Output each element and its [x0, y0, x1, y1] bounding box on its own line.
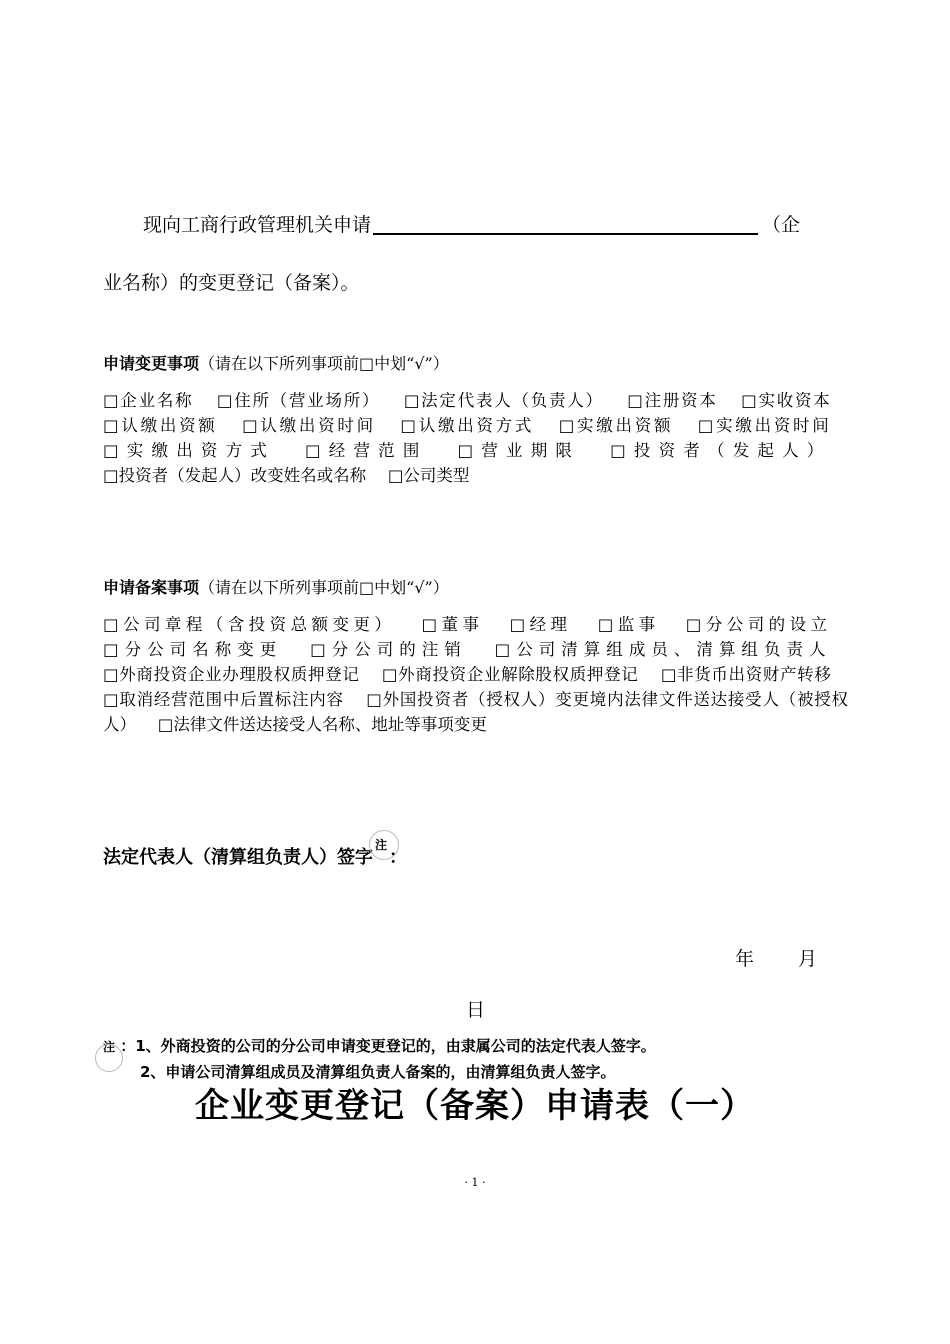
change-checkbox-item[interactable]: □实收资本 [741, 391, 832, 410]
change-checkbox-item[interactable]: □认缴出资方式 [400, 416, 535, 435]
filing-checkbox-item[interactable]: □董事 [421, 615, 484, 634]
change-checkbox-item[interactable]: □法定代表人（负责人） [403, 391, 604, 410]
change-checkbox-item[interactable]: □公司类型 [387, 466, 470, 485]
change-checkbox-item[interactable]: □实缴出资额 [558, 416, 674, 435]
filing-checkbox-item[interactable]: □公司清算组成员、清算组负责人 [494, 640, 832, 659]
change-items-list [103, 388, 848, 488]
filing-checkbox-item[interactable]: □经理 [509, 615, 572, 634]
filing-checkbox-item[interactable]: □分公司的注销 [310, 640, 467, 659]
footnote-line-2: 2、申请公司清算组成员及清算组负责人备案的，由清算组负责人签字。 [140, 1063, 616, 1081]
filing-instruction: （请在以下所列事项前□中划“√”） [199, 578, 449, 597]
signature-colon: ： [389, 847, 408, 868]
change-checkbox-item[interactable]: □企业名称 [103, 391, 194, 410]
filing-checkbox-item[interactable]: □取消经营范围中后置标注内容 [103, 690, 344, 709]
change-checkbox-item[interactable]: □营业期限 [457, 441, 581, 460]
company-name-blank[interactable] [373, 213, 758, 235]
intro-line-2: 业名称）的变更登记（备案）。 [103, 272, 360, 294]
form-title: 企业变更登记（备案）申请表（一） [195, 1086, 755, 1126]
filing-checkbox-item[interactable]: □分公司名称变更 [103, 640, 283, 659]
filing-checkbox-item[interactable]: □法律文件送达接受人名称、地址等事项变更 [157, 715, 487, 734]
filing-checkbox-item[interactable]: □外商投资企业办理股权质押登记 [103, 665, 360, 684]
filing-checkbox-item[interactable]: □非货币出资财产转移 [660, 665, 832, 684]
filing-heading-label: 申请备案事项 [103, 578, 200, 597]
footnote-mark: 注 [103, 1040, 116, 1054]
change-checkbox-item[interactable]: □认缴出资额 [103, 416, 218, 435]
change-checkbox-item[interactable]: □实缴出资方式 [103, 441, 276, 460]
intro-text-before: 现向工商行政管理机关申请 [143, 214, 372, 236]
date-year-month [735, 944, 817, 971]
date-day: 日 [466, 999, 486, 1021]
filing-checkbox-item[interactable]: □监事 [597, 615, 660, 634]
change-checkbox-item[interactable]: □注册资本 [627, 391, 718, 410]
filing-items-list [103, 612, 848, 737]
change-checkbox-item[interactable]: □实缴出资时间 [697, 416, 832, 435]
change-checkbox-item[interactable]: □经营范围 [304, 441, 428, 460]
filing-checkbox-item[interactable]: □外商投资企业解除股权质押登记 [381, 665, 639, 684]
change-checkbox-item[interactable]: □认缴出资时间 [242, 416, 376, 435]
application-intro [103, 196, 853, 312]
change-checkbox-item[interactable]: □投资者（发起人） [610, 441, 832, 460]
signature-label: 法定代表人（清算组负责人）签字 [103, 847, 373, 868]
footnote-line-1: ：1、外商投资的公司的分公司申请变更登记的，由隶属公司的法定代表人签字。 [120, 1037, 656, 1055]
change-instruction: （请在以下所列事项前□中划“√”） [199, 354, 449, 373]
filing-checkbox-item[interactable]: □分公司的设立 [685, 615, 832, 634]
change-checkbox-item[interactable]: □投资者（发起人）改变姓名或名称 [103, 466, 367, 485]
date-month: 月 [798, 948, 818, 970]
note-marker: 注 [375, 836, 387, 853]
signature-line [103, 838, 408, 869]
intro-text-after: （企 [762, 214, 801, 236]
filing-checkbox-item[interactable]: □公司章程（含投资总额变更） [103, 615, 396, 634]
change-heading-label: 申请变更事项 [103, 354, 200, 373]
page-number: · 1 · [464, 1176, 486, 1189]
change-checkbox-item[interactable]: □住所（营业场所） [216, 391, 381, 410]
filing-section-heading [103, 575, 449, 598]
change-section-heading [103, 351, 449, 374]
filing-checkbox-item[interactable]: □外国投资者（授权人）变更境内法律文件送达接受人（被授权人） [103, 690, 848, 734]
date-year: 年 [735, 948, 755, 970]
